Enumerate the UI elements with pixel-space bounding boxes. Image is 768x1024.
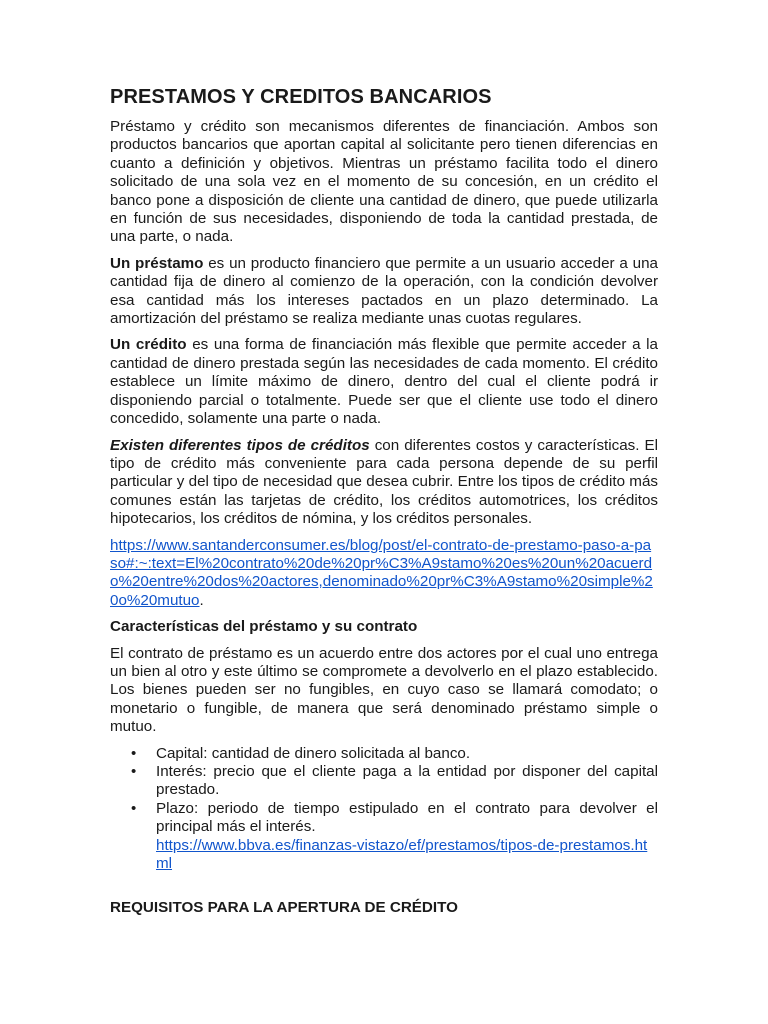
list-item-text: Plazo: periodo de tiempo estipulado en el contrato para devolver el principal más el interés.	[156, 799, 658, 836]
document-body	[110, 84, 658, 926]
term-tipos-credito: Existen diferentes tipos de créditos	[110, 436, 370, 454]
paragraph-prestamo	[110, 255, 658, 329]
link-suffix: .	[199, 591, 204, 609]
paragraph-intro: Préstamo y crédito son mecanismos diferentes de financiación. Ambos son productos bancarios que aportan capital al solicitante pero tienen diferencias en cuanto a definición y objetivos. Mientras un préstamo facilita todo el dinero solicitado de una sola vez en el momento de su concesión, en un crédito el banco pone a disposición de cliente una cantidad de dinero, que puede utilizarla en función de sus necesidades, disponiendo de toda la cantidad prestada, de una parte, o nada.	[110, 118, 658, 246]
paragraph-link-santander	[110, 537, 658, 611]
subheading-requisitos: REQUISITOS PARA LA APERTURA DE CRÉDITO	[110, 899, 458, 917]
bullet-list	[110, 745, 658, 874]
document-title: PRESTAMOS Y CREDITOS BANCARIOS	[110, 86, 492, 108]
list-item	[131, 744, 658, 763]
term-prestamo: Un préstamo	[110, 254, 204, 272]
subheading-caracteristicas: Características del préstamo y su contrato	[110, 618, 418, 636]
santander-link[interactable]: https://www.santanderconsumer.es/blog/post/el-contrato-de-prestamo-paso-a-paso#:~:text=El%20contrato%20de%20pr%C3%A9stamo%20es%20un%20acuerdo%20entre%20dos%20actores,denominado%20pr%C3%A9stamo%20simple%20o%20mutuo	[110, 536, 653, 609]
list-item	[131, 799, 658, 874]
list-item-text: Capital: cantidad de dinero solicitada al banco.	[156, 744, 471, 762]
term-credito: Un crédito	[110, 336, 187, 354]
list-item-text: Interés: precio que el cliente paga a la entidad por disponer del capital prestado.	[156, 763, 658, 799]
list-item	[131, 763, 658, 800]
paragraph-tipos-credito-text: con diferentes costos y características. El tipo de crédito más conveniente para cada persona depende de su perfil particular y del tipo de necesidad que desea cubrir. Entre los tipos de crédito más comunes están las tarjetas de crédito, los créditos automotrices, los créditos hipotecarios, los créditos de nómina, y los créditos personales.	[110, 436, 658, 528]
bbva-link[interactable]: https://www.bbva.es/finanzas-vistazo/ef/prestamos/tipos-de-prestamos.html	[156, 836, 648, 873]
paragraph-prestamo-text: es un producto financiero que permite a un usuario acceder a una cantidad fija de dinero al comienzo de la operación, con la condición devolver esa cantidad más los intereses pactados en un plazo determinado. La amortización del préstamo se realiza mediante unas cuotas regulares.	[110, 254, 658, 328]
bullet-icon: •	[131, 744, 137, 762]
paragraph-credito-text: es una forma de financiación más flexible que permite acceder a la cantidad de dinero prestada según las necesidades de cada momento. El crédito establece un límite máximo de dinero, dentro del cual el cliente podrá ir disponiendo parcial o totalmente. Puede ser que el cliente use todo el dinero concedido, solamente una parte o nada.	[110, 336, 658, 428]
paragraph-credito	[110, 336, 658, 428]
paragraph-tipos-credito	[110, 437, 658, 529]
bullet-icon: •	[131, 763, 137, 780]
paragraph-contrato: El contrato de préstamo es un acuerdo entre dos actores por el cual uno entrega un bien al otro y este último se compromete a devolverlo en el plazo establecido. Los bienes pueden ser no fungibles, en cuyo caso se llamará comodato; o monetario o fungible, de manera que será denominado préstamo simple o mutuo.	[110, 644, 658, 736]
bullet-icon: •	[131, 799, 137, 817]
